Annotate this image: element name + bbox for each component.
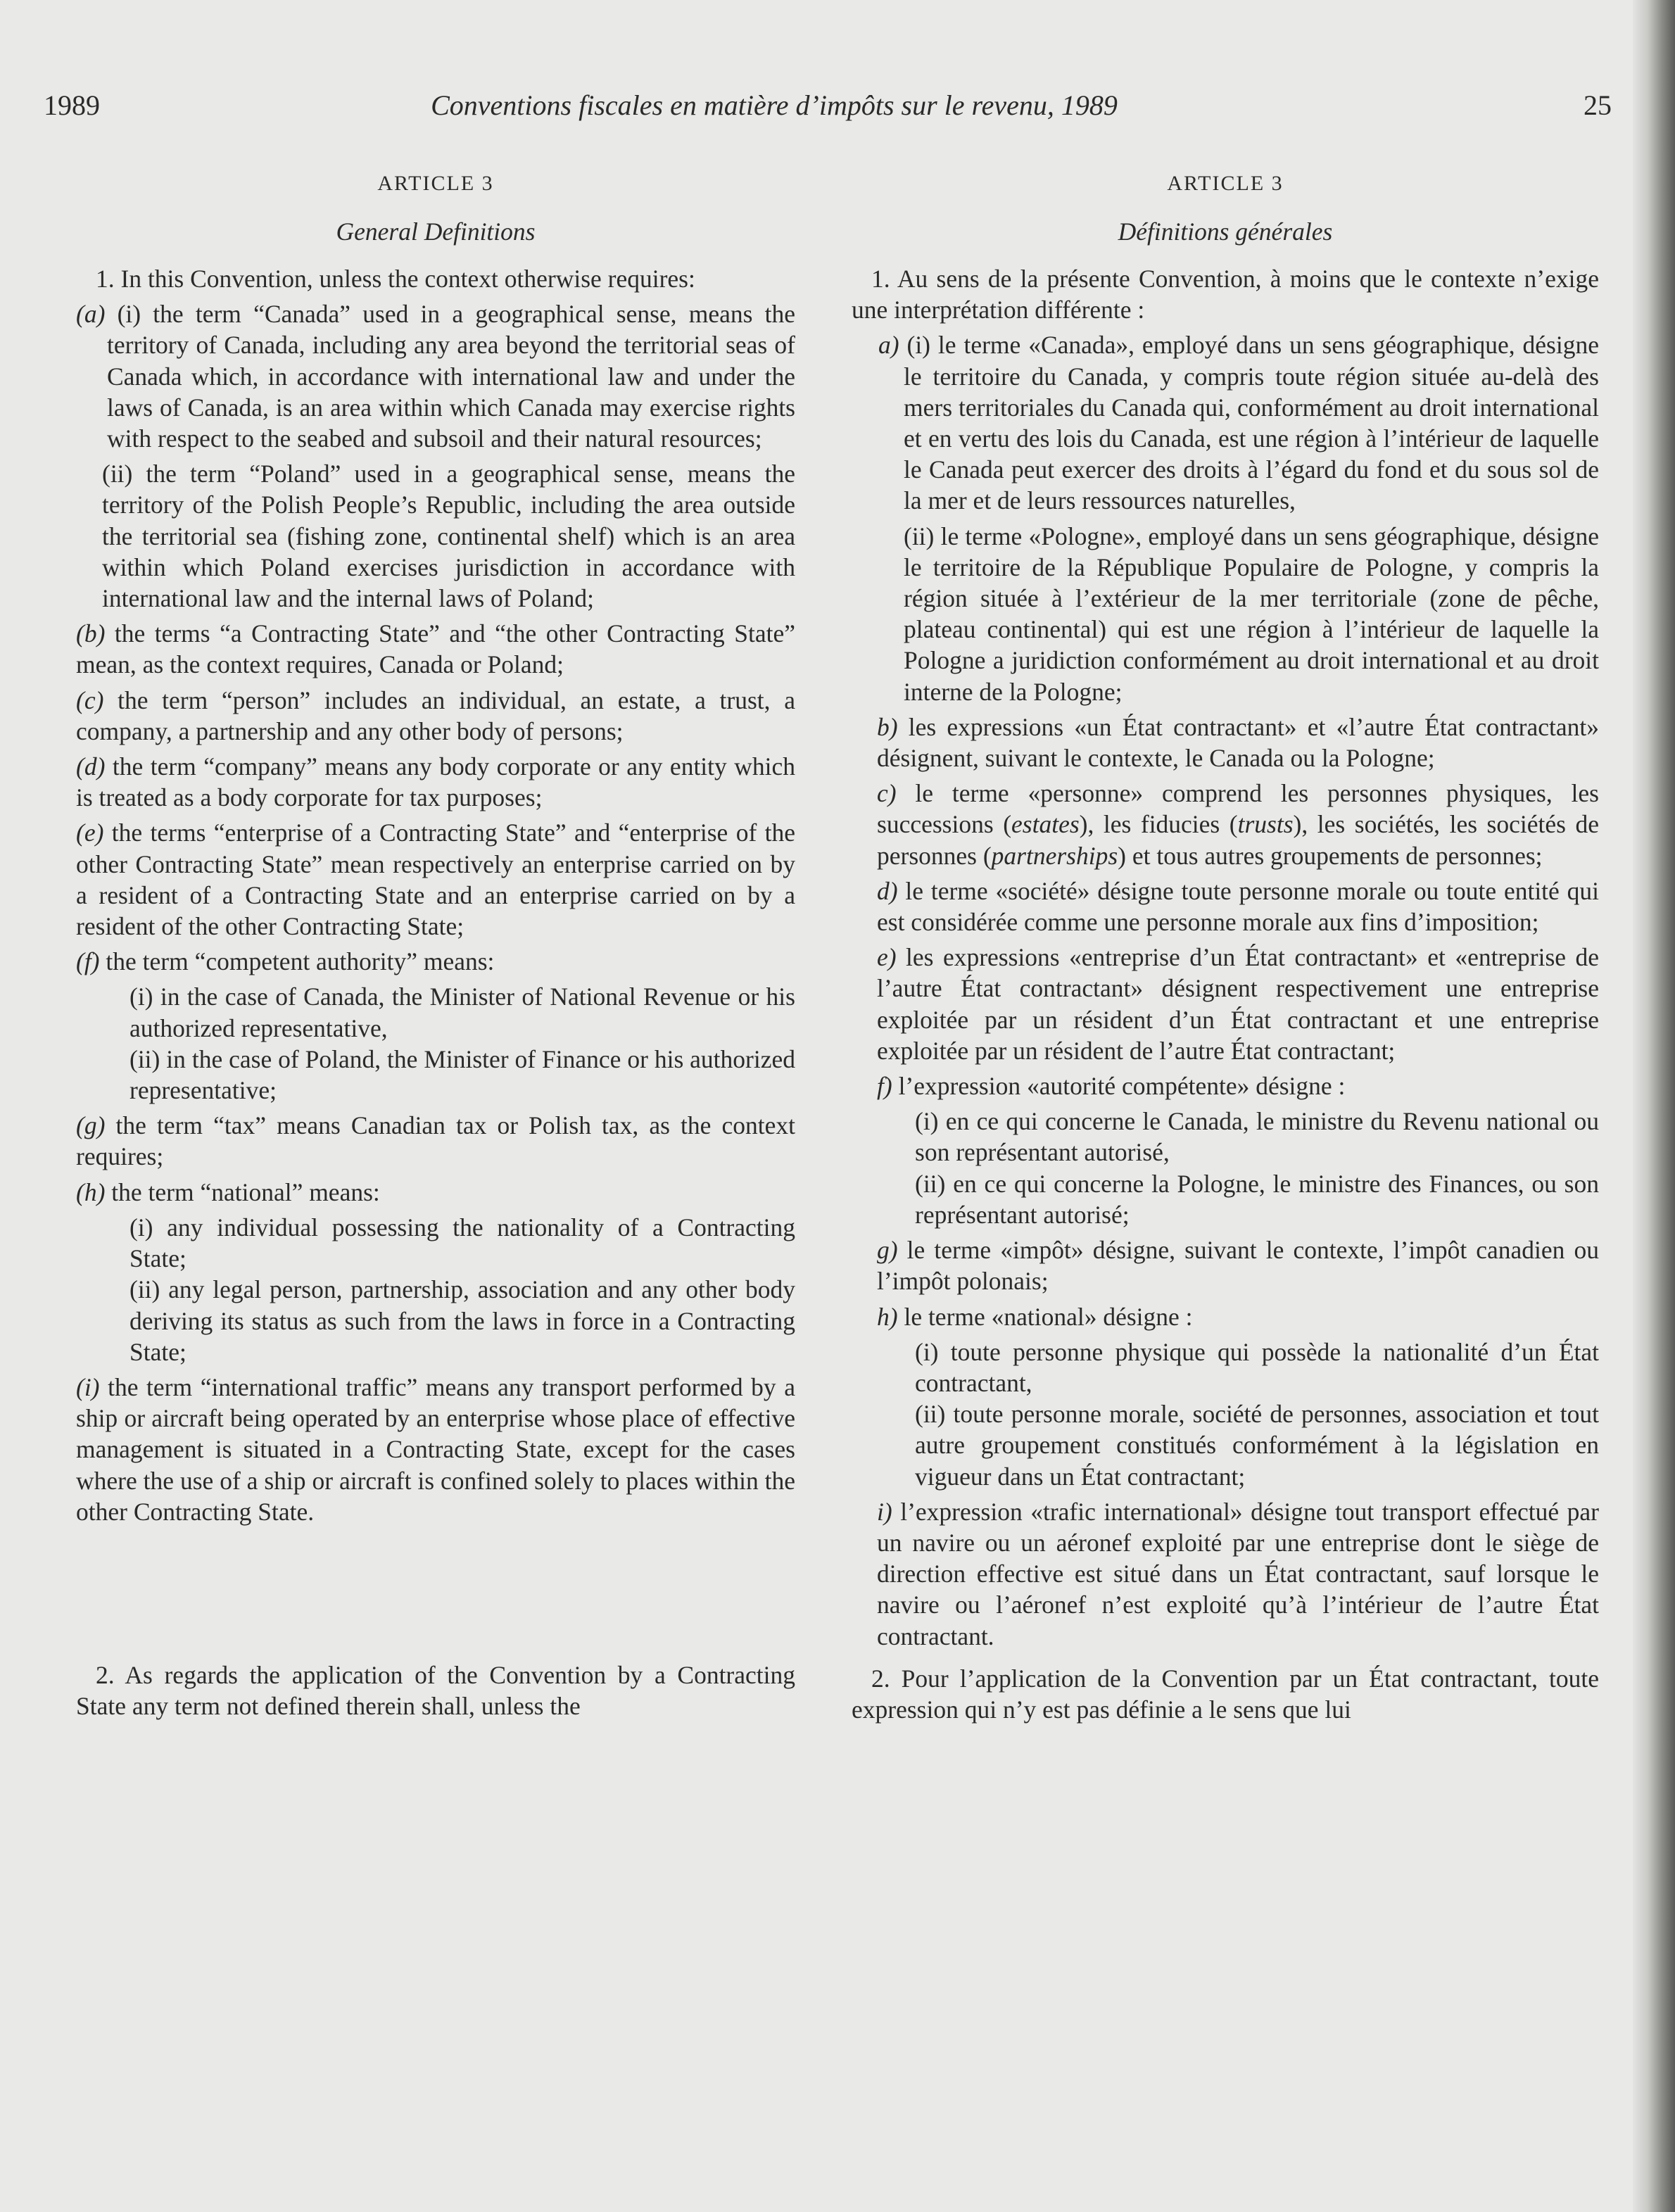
definition-text: le terme «impôt» désigne, suivant le contexte, l’impôt canadien ou l’impôt polonais; (877, 1236, 1599, 1296)
definition-label: a) (878, 331, 899, 360)
paragraph-1-intro: 1. In this Convention, unless the context otherwise requires: (96, 265, 695, 293)
definition-text: l’expression «autorité compétente» désigne : (892, 1072, 1346, 1101)
definition-text: the term “tax” means Canadian tax or Polish tax, as the context requires; (76, 1111, 795, 1171)
spacer (76, 1531, 795, 1660)
definition-a-ii: (ii) le terme «Pologne», employé dans un sens géographique, désigne le territoire de la République Populaire de Pologne, y compris la région située à l’extérieur de la mer territoriale (zone de pêche, plateau continental) qui est une région à l’intérieur de laquelle la Pologne a juridiction conformément au droit international et au droit interne de la Pologne; (904, 522, 1599, 706)
page-edge-shadow (1633, 0, 1675, 2212)
definition-text: (i) le terme «Canada», employé dans un sens géographique, désigne le territoire du Canada, y compris toute région située au-delà des mers territoriales du Canada qui, conformément au droit international et en vertu des lois du Canada, est une région à l’intérieur de laquelle le Canada peut exercer des droits à l’égard du fond et du sous sol de la mer et de leurs ressources naturelles, (899, 331, 1599, 515)
definition-a (76, 298, 795, 454)
definition-text: (i) the term “Canada” used in a geographical sense, means the territory of Canada, including any area beyond the territorial seas of Canada which, in accordance with international law and under the laws of Canada, is an area within which Canada may exercise rights with respect to the seabed and subsoil and their natural resources; (105, 300, 795, 453)
definition-label: e) (877, 943, 897, 972)
definition-text: the terms “enterprise of a Contracting State” and “enterprise of the other Contracting State” mean respectively an enterprise carried on by a resident of a Contracting State and an enterprise carried on by a resident of the other Contracting State; (76, 819, 795, 941)
page-number: 25 (1584, 89, 1612, 121)
definition-text: ) et tous autres groupements de personnes; (1118, 841, 1543, 870)
spacer (852, 1656, 1599, 1663)
definition-e (852, 942, 1599, 1066)
definition-text: les expressions «entreprise d’un État contractant» et «entreprise de l’autre État contractant» désignent respectivement une entreprise exploitée par un résident d’un État contractant et une entreprise exploitée par un résident de l’autre État contractant; (877, 943, 1599, 1065)
definition-g (852, 1234, 1599, 1296)
definition-f-ii: (ii) en ce qui concerne la Pologne, le ministre des Finances, ou son représentant autorisé; (915, 1169, 1599, 1229)
definition-text: ), les sociétés, les sociétés de personnes ( (877, 810, 1599, 870)
definition-d (852, 876, 1599, 937)
definition-text: the terms “a Contracting State” and “the other Contracting State” mean, as the context requires, Canada or Poland; (76, 619, 795, 679)
definition-text: le terme «national» désigne : (897, 1302, 1193, 1331)
definition-text: le terme «société» désigne toute personne morale ou toute entité qui est considérée comme une personne morale aux fins d’imposition; (877, 876, 1599, 937)
definition-text: the term “national” means: (105, 1177, 380, 1206)
definition-f-i: (i) en ce qui concerne le Canada, le ministre du Revenu national ou son représentant autorisé, (915, 1107, 1599, 1167)
french-column (852, 166, 1599, 1729)
term-partnerships: partnerships (991, 841, 1118, 870)
definition-f (852, 1070, 1599, 1101)
definition-label: d) (877, 876, 898, 905)
definition-h (852, 1301, 1599, 1332)
article-title: Définitions générales (1118, 217, 1333, 246)
paragraph-1-intro: 1. Au sens de la présente Convention, à moins que le contexte n’exige une interprétation différente : (852, 265, 1599, 324)
definition-label: b) (877, 712, 898, 741)
definition-label: (c) (76, 685, 104, 714)
definition-label: (h) (76, 1177, 106, 1206)
definition-c (852, 778, 1599, 871)
definition-c (76, 685, 795, 747)
english-column (76, 166, 795, 1726)
definition-label: g) (877, 1236, 898, 1265)
definition-d (76, 751, 795, 813)
definition-label: i) (877, 1497, 892, 1526)
definition-a (852, 329, 1599, 516)
header-year: 1989 (44, 89, 100, 121)
definition-h (76, 1177, 795, 1208)
article-title: General Definitions (336, 217, 536, 246)
paragraph-2: 2. Pour l’application de la Convention par un État contractant, toute expression qui n’y est pas définie a le sens que lui (852, 1664, 1599, 1724)
term-estates: estates (1011, 810, 1080, 839)
definition-label: (a) (76, 300, 106, 329)
definition-f (76, 946, 795, 977)
paragraph-2: 2. As regards the application of the Convention by a Contracting State any term not defined therein shall, unless the (76, 1660, 795, 1721)
definition-text: le terme «personne» comprend les personnes physiques, les successions ( (877, 779, 1599, 839)
definition-text: the term “company” means any body corporate or any entity which is treated as a body corporate for tax purposes; (76, 752, 795, 812)
definition-a-ii: (ii) the term “Poland” used in a geographical sense, means the territory of the Polish People’s Republic, including the area outside the territorial sea (fishing zone, continental shelf) which is an area within which Poland exercises jurisdiction in accordance with international law and the internal laws of Poland; (102, 460, 795, 613)
definition-h-i: (i) toute personne physique qui possède la nationalité d’un État contractant, (915, 1337, 1599, 1397)
definition-b (852, 712, 1599, 773)
definition-label: (e) (76, 819, 104, 847)
definition-label: (d) (76, 752, 106, 781)
definition-text: les expressions «un État contractant» et «l’autre État contractant» désignent, suivant le contexte, le Canada ou la Pologne; (877, 712, 1599, 773)
definition-text: ), les fiducies ( (1079, 810, 1238, 839)
definition-i (76, 1372, 795, 1527)
definition-f-i: (i) in the case of Canada, the Minister of National Revenue or his authorized representative, (129, 982, 795, 1042)
definition-text: the term “international traffic” means any transport performed by a ship or aircraft being operated by an enterprise whose place of effective management is situated in a Contracting State, except for the cases where the use of a ship or aircraft is confined solely to places within the other Contracting State. (76, 1372, 795, 1526)
definition-label: f) (877, 1072, 892, 1101)
term-trusts: trusts (1237, 810, 1294, 839)
definition-b (76, 618, 795, 680)
definition-label: (i) (76, 1372, 100, 1401)
definition-h-ii: (ii) any legal person, partnership, association and any other body deriving its status as such from the laws in force in a Contracting State; (129, 1275, 795, 1366)
definition-e (76, 817, 795, 942)
definition-text: the term “person” includes an individual, an estate, a trust, a company, a partnership and any other body of persons; (76, 685, 795, 745)
definition-g (76, 1110, 795, 1172)
definition-h-ii: (ii) toute personne morale, société de personnes, association et tout autre groupement constitués conformément à la législation en vigueur dans un État contractant; (915, 1400, 1599, 1491)
definition-text: the term “competent authority” means: (99, 947, 495, 976)
definition-label: (f) (76, 947, 100, 976)
definition-label: h) (877, 1302, 898, 1331)
definition-f-ii: (ii) in the case of Poland, the Minister of Finance or his authorized representative; (129, 1044, 795, 1105)
definition-label: (g) (76, 1111, 106, 1140)
article-heading: ARTICLE 3 (1167, 172, 1284, 195)
definition-i (852, 1496, 1599, 1652)
header-title: Conventions fiscales en matière d’impôts sur le revenu, 1989 (431, 89, 1118, 121)
definition-h-i: (i) any individual possessing the nationality of a Contracting State; (129, 1213, 795, 1273)
article-heading: ARTICLE 3 (377, 172, 494, 195)
definition-label: c) (877, 779, 897, 808)
definition-text: l’expression «trafic international» désigne tout transport effectué par un navire ou un aéronef exploité par une entreprise dont le siège de direction effective est situé dans un État contractant, sauf lorsque le navire ou l’aéronef n’est exploité qu’à l’intérieur de l’autre État contractant. (877, 1497, 1599, 1650)
definition-label: (b) (76, 619, 106, 648)
